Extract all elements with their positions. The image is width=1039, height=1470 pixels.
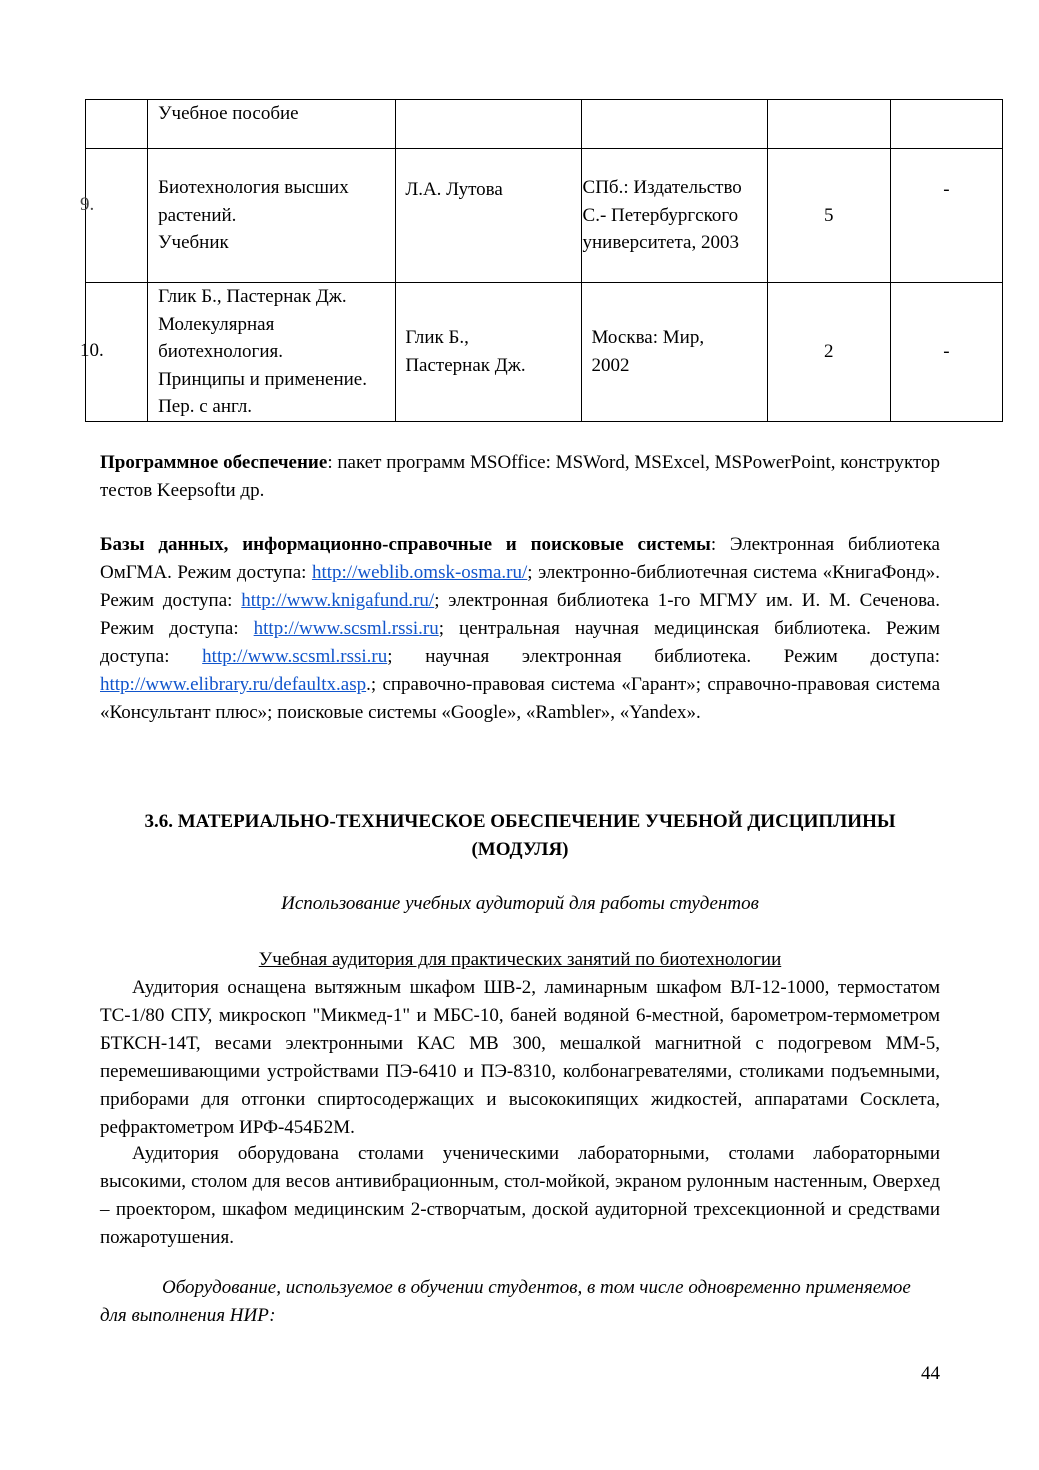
databases-text: ; центральная научная медицинская библиотека. Режим доступа: (100, 618, 941, 667)
extra-cell: - (890, 283, 1002, 422)
count-cell (767, 100, 890, 149)
publisher-line: 2002 (591, 354, 630, 376)
row-number-cell (80, 283, 148, 422)
count-cell: 2 (767, 283, 890, 422)
publisher-cell (581, 100, 767, 149)
extra-value: - (943, 179, 950, 200)
room-furniture-paragraph: Аудитория оборудована столами ученическими лабораторными, столами лабораторными высокими, столом для весов антивибрационным, стол-мойкой, экраном рулонным настенным, Оверхед – проектором, шкафом медицинским 2-створчатым, доской аудиторной трехсекционной и средствами пожаротушения. (100, 1143, 940, 1248)
knigafund-link[interactable]: http://www.knigafund.ru/ (241, 590, 435, 611)
databases-text: ; научная электронная библиотека. Режим доступа: (387, 646, 940, 667)
room-title: Учебная аудитория для практических занятий по биотехнологии (258, 949, 782, 970)
publisher-line: Москва: Мир, (591, 327, 705, 349)
count-cell: 5 (767, 149, 890, 283)
publisher-cell (581, 283, 767, 422)
databases-text: .; справочно-правовая система «Гарант»; справочно-правовая система «Консультант плюс»; поисковые системы «Google», «Rambler», «Yandex». (100, 674, 940, 723)
publisher-line: С.- Петербургского (582, 204, 739, 226)
row-number: 9. (80, 194, 95, 215)
title-line: Биотехнология высших (158, 177, 349, 199)
title-cell (148, 149, 396, 283)
author-line: Пастернак Дж. (405, 354, 526, 376)
author-cell (396, 283, 581, 422)
title-cell (148, 100, 396, 149)
title-line: растений. (158, 204, 237, 226)
extra-cell (890, 100, 1002, 149)
publisher-line: СПб.: Издательство (582, 177, 742, 199)
elibrary-link[interactable]: http://www.elibrary.ru/defaultx.asp (100, 674, 367, 695)
databases-text: ; электронная библиотека 1-го МГМУ им. И. М. Сеченова. Режим доступа: (100, 590, 940, 639)
title-line: Принципы и применение. (158, 368, 367, 390)
databases-paragraph (100, 531, 940, 727)
scsml-link[interactable]: http://www.scsml.rssi.ru (253, 618, 439, 639)
table-row (86, 149, 1003, 283)
row-number: 10. (80, 340, 104, 361)
page-number: 44 (921, 1363, 940, 1384)
title-line: Молекулярная (158, 313, 275, 335)
extra-cell (890, 149, 1002, 283)
title-line: биотехнология. (158, 341, 283, 362)
databases-label: Базы данных, информационно-справочные и поисковые системы (100, 534, 711, 555)
author-line: Глик Б., (405, 327, 469, 349)
section-subtitle: Использование учебных аудиторий для работы студентов (281, 893, 759, 914)
references-table (80, 99, 1003, 422)
software-text: : пакет программ MSOffice: MSWord, MSExcel, MSPowerPoint, конструктор тестов Keepsoftи др. (100, 452, 940, 501)
table-row (86, 100, 1003, 149)
author-cell (396, 149, 581, 283)
section-heading-line: 3.6. МАТЕРИАЛЬНО-ТЕХНИЧЕСКОЕ ОБЕСПЕЧЕНИЕ УЧЕБНОЙ ДИСЦИПЛИНЫ (144, 811, 896, 832)
author-cell (396, 100, 581, 149)
databases-text: ; электронно-библиотечная система «КнигаФонд». Режим доступа: (100, 562, 941, 611)
section-heading-line: (МОДУЛЯ) (471, 839, 569, 860)
row-number-cell (86, 100, 148, 149)
author-line: Л.А. Лутова (405, 179, 503, 200)
title-cell (148, 283, 396, 422)
weblib-link[interactable]: http://weblib.omsk-osma.ru/ (311, 562, 528, 583)
title-line: Учебник (158, 232, 229, 254)
title-line: Глик Б., Пастернак Дж. (158, 286, 347, 307)
section-heading (100, 808, 940, 864)
publisher-line: университета, 2003 (582, 232, 739, 254)
scsml-link-2[interactable]: http://www.scsml.rssi.ru (202, 646, 388, 667)
equipment-intro: Оборудование, используемое в обучении студентов, в том числе одновременно применяемое для выполнения НИР: (100, 1277, 911, 1326)
databases-text: : Электронная библиотека ОмГМА. Режим доступа: (100, 534, 940, 583)
table-row (86, 283, 1003, 422)
publisher-cell (581, 149, 767, 283)
software-label: Программное обеспечение (100, 452, 328, 473)
row-number-cell (80, 149, 148, 283)
title-line: Учебное пособие (158, 103, 299, 124)
software-paragraph (100, 449, 940, 505)
title-line: Пер. с англ. (158, 396, 253, 417)
room-equipment-paragraph: Аудитория оснащена вытяжным шкафом ШВ-2, ламинарным шкафом ВЛ-12-1000, термостатом ТС-1/80 СПУ, микроскоп "Микмед-1" и МБС-10, баней водяной 6-местной, барометром-термометром БТКСН-14Т, весами электронными КАС МВ 300, мешалкой магнитной с подогревом ММ-5, перемешивающими устройствами ПЭ-6410 и ПЭ-8310, колбонагревателями, столиками подъемными, приборами для отгонки спиртосодержащих и высококипящих жидкостей, аппаратами Сосклета, рефрактометром ИРФ-454Б2М. (100, 977, 940, 1138)
